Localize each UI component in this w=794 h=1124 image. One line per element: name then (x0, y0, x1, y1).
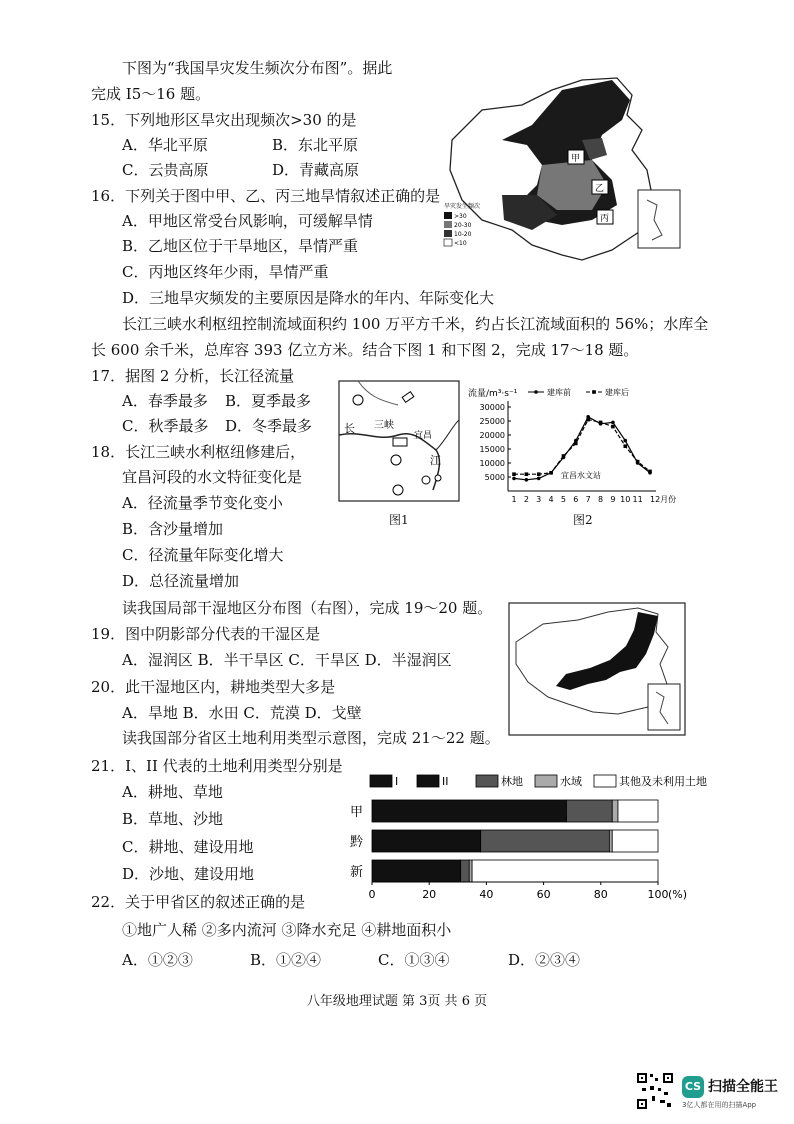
runoff-point-1-3 (549, 471, 553, 475)
runoff-point-1-4 (562, 454, 566, 458)
page-footer: 八年级地理试题 第 3页 共 6 页 (306, 994, 488, 1009)
map1-legend-1: >30 (454, 213, 467, 220)
runoff-x-tick-6: 7 (585, 495, 591, 504)
runoff-x-tick-10: 11 (632, 495, 643, 504)
q20-options: A．旱地 B．水田 C．荒漠 D．戈壁 (122, 704, 362, 722)
q22-stem: 22．关于甲省区的叙述正确的是 (91, 893, 306, 911)
landuse-bar-0-4 (618, 800, 658, 822)
runoff-line-chart (466, 383, 688, 508)
q15-option-b: B．东北平原 (272, 136, 359, 154)
landuse-x-tick-1: 20 (422, 888, 437, 901)
map1-legend-2: 20-30 (454, 222, 472, 229)
q17-stem: 17．据图 2 分析，长江径流量 (91, 367, 295, 385)
runoff-legend-marker-0 (534, 390, 538, 394)
runoff-x-tick-1: 2 (523, 495, 529, 504)
landuse-legend-swatch-4 (594, 775, 616, 787)
q21-option-c: C．耕地、建设用地 (122, 838, 254, 856)
q21-stem: 21．I、II 代表的土地利用类型分别是 (91, 757, 343, 775)
runoff-y-tick-1: 10000 (479, 459, 505, 468)
landuse-bar-1-3 (609, 830, 612, 852)
runoff-y-tick-0: 5000 (484, 473, 505, 482)
runoff-point-1-0 (512, 472, 516, 476)
landuse-bar-0-2 (566, 800, 612, 822)
runoff-x-tick-3: 4 (548, 495, 554, 504)
runoff-point-1-7 (599, 421, 603, 425)
land-use-bar-chart (348, 772, 707, 910)
q21-option-b: B．草地、沙地 (122, 810, 224, 828)
landuse-x-tick-4: 80 (593, 888, 608, 901)
runoff-x-tick-8: 9 (610, 495, 616, 504)
q17-option-d: D．冬季最多 (225, 417, 313, 435)
runoff-point-1-6 (586, 418, 590, 422)
intro-q15-16-line1: 下图为“我国旱灾发生频次分布图”。据此 (122, 59, 393, 77)
runoff-point-0-0 (512, 477, 516, 481)
q20-stem: 20．此干湿地区内，耕地类型大多是 (91, 678, 336, 696)
q16-option-c: C．丙地区终年少雨，旱情严重 (122, 263, 329, 281)
fig1-label-chang: 长 (344, 422, 355, 435)
runoff-legend-label-0: 建库前 (547, 388, 571, 397)
landuse-bar-2-4 (472, 860, 658, 882)
runoff-point-1-5 (574, 442, 578, 446)
landuse-bar-1-2 (481, 830, 610, 852)
landuse-x-tick-5: 100 (647, 888, 669, 901)
runoff-point-1-9 (623, 444, 627, 448)
landuse-unit: (%) (668, 888, 688, 901)
landuse-category-0: 甲 (350, 805, 364, 820)
runoff-point-1-10 (636, 460, 640, 464)
fig1-label-yichang: 宜昌 (414, 431, 433, 441)
q22-option-b: B．①②④ (250, 951, 322, 969)
runoff-point-1-2 (537, 472, 541, 476)
map1-legend-3: 10-20 (454, 231, 472, 238)
q19-stem: 19．图中阴影部分代表的干湿区是 (91, 625, 321, 643)
runoff-y-tick-3: 20000 (479, 431, 505, 440)
q15-stem: 15．下列地形区旱灾出现频次>30 的是 (91, 111, 357, 129)
runoff-y-tick-2: 15000 (479, 445, 505, 454)
runoff-ylabel: 流量/m³·s⁻¹ (468, 389, 518, 399)
intro-q19-20: 读我国局部干湿地区分布图（右图），完成 19～20 题。 (122, 599, 493, 617)
landuse-x-tick-3: 60 (536, 888, 551, 901)
landuse-legend-swatch-1 (417, 775, 439, 787)
q15-option-c: C．云贵高原 (122, 161, 209, 179)
runoff-x-tick-9: 10 (620, 495, 631, 504)
scanner-tagline: 3亿人都在用的扫描App (682, 1101, 757, 1109)
qr-code-icon (636, 1072, 674, 1110)
landuse-category-2: 新 (350, 865, 364, 880)
runoff-point-0-2 (537, 477, 541, 481)
runoff-x-tick-11: 12月份 (650, 495, 677, 504)
drought-frequency-map (442, 70, 692, 270)
runoff-point-1-1 (525, 472, 529, 476)
landuse-legend-swatch-2 (476, 775, 498, 787)
dry-wet-region-map (508, 602, 686, 736)
map1-label-jia: 甲 (571, 154, 581, 164)
landuse-bar-1-4 (612, 830, 658, 852)
landuse-legend-label-1: II (442, 775, 449, 788)
runoff-y-tick-4: 25000 (479, 417, 505, 426)
intro-q17-18-line1: 长江三峡水利枢纽控制流域面积约 100 万平方千米，约占长江流域面积的 56%；水库全 (122, 315, 709, 333)
landuse-bar-2-3 (469, 860, 472, 882)
runoff-x-tick-5: 6 (573, 495, 579, 504)
runoff-x-tick-0: 1 (511, 495, 517, 504)
landuse-bar-1-0 (372, 830, 481, 852)
landuse-bar-0-3 (612, 800, 618, 822)
fig2-caption: 图2 (573, 513, 593, 527)
landuse-bar-2-0 (372, 860, 461, 882)
landuse-x-tick-2: 40 (479, 888, 494, 901)
map1-label-yi: 乙 (595, 184, 605, 194)
q19-options: A．湿润区 B．半干旱区 C．干旱区 D．半湿润区 (122, 651, 452, 669)
q17-option-a: A．春季最多 (122, 392, 208, 410)
fig1-label-sanxia: 三峡 (374, 420, 394, 431)
q18-option-b: B．含沙量增加 (122, 520, 224, 538)
q18-stem: 18．长江三峡水利枢纽修建后， (91, 443, 306, 461)
q18-option-a: A．径流量季节变化变小 (122, 494, 283, 512)
runoff-x-tick-2: 3 (536, 495, 542, 504)
runoff-point-0-9 (623, 439, 627, 443)
scanner-name: 扫描全能王 (708, 1079, 778, 1095)
q15-option-a: A．华北平原 (122, 136, 208, 154)
landuse-legend-label-3: 水域 (560, 775, 582, 788)
runoff-station-label: 宜昌水文站 (561, 471, 601, 480)
landuse-legend-label-2: 林地 (501, 775, 523, 788)
landuse-bar-0-0 (372, 800, 566, 822)
q18-option-c: C．径流量年际变化增大 (122, 546, 284, 564)
scanner-logo: CS (682, 1076, 704, 1098)
q16-option-a: A．甲地区常受台风影响，可缓解旱情 (122, 212, 373, 230)
q16-option-d: D．三地旱灾频发的主要原因是降水的年内、年际变化大 (122, 289, 495, 307)
runoff-legend-label-1: 建库后 (605, 388, 629, 397)
landuse-legend-swatch-0 (370, 775, 392, 787)
runoff-point-0-1 (525, 478, 529, 482)
q22-option-c: C．①③④ (378, 951, 450, 969)
landuse-legend-label-4: 其他及未利用土地 (619, 775, 707, 788)
runoff-legend-marker-1 (592, 390, 596, 394)
runoff-y-tick-5: 30000 (479, 403, 505, 412)
landuse-x-tick-0: 0 (368, 888, 376, 901)
q17-option-b: B．夏季最多 (225, 392, 312, 410)
q18-option-d: D．总径流量增加 (122, 572, 240, 590)
map1-label-bing: 丙 (600, 214, 610, 224)
q21-option-a: A．耕地、草地 (122, 783, 223, 801)
fig1-caption: 图1 (389, 513, 409, 527)
runoff-point-1-11 (648, 470, 652, 474)
map1-legend-4: <10 (454, 240, 467, 247)
q18-stem-2: 宜昌河段的水文特征变化是 (122, 468, 303, 486)
landuse-category-1: 黔 (350, 835, 364, 850)
runoff-point-0-8 (611, 421, 615, 425)
intro-q21-22: 读我国部分省区土地利用类型示意图，完成 21～22 题。 (122, 729, 500, 747)
q22-option-a: A．①②③ (122, 951, 193, 969)
q22-statements: ①地广人稀 ②多内流河 ③降水充足 ④耕地面积小 (122, 921, 452, 939)
map1-legend-title: 旱灾发生频次 (444, 203, 481, 210)
three-gorges-map (338, 380, 460, 505)
landuse-legend-label-0: I (395, 775, 399, 788)
intro-q17-18-line2: 长 600 余千米，总库容 393 亿立方米。结合下图 1 和下图 2，完成 17～18 题。 (91, 341, 639, 359)
landuse-bar-2-2 (461, 860, 470, 882)
q22-option-d: D．②③④ (508, 951, 581, 969)
fig1-label-jiang: 江 (430, 454, 441, 467)
intro-q15-16-line2: 完成 I5～16 题。 (91, 85, 211, 103)
landuse-legend-swatch-3 (535, 775, 557, 787)
runoff-x-tick-7: 8 (597, 495, 604, 504)
runoff-point-1-8 (611, 425, 615, 429)
runoff-x-tick-4: 5 (560, 495, 567, 504)
q16-stem: 16．下列关于图中甲、乙、丙三地旱情叙述正确的是 (91, 187, 441, 205)
q15-option-d: D．青藏高原 (272, 161, 360, 179)
q16-option-b: B．乙地区位于干旱地区，旱情严重 (122, 237, 359, 255)
q21-option-d: D．沙地、建设用地 (122, 865, 255, 883)
q17-option-c: C．秋季最多 (122, 417, 209, 435)
